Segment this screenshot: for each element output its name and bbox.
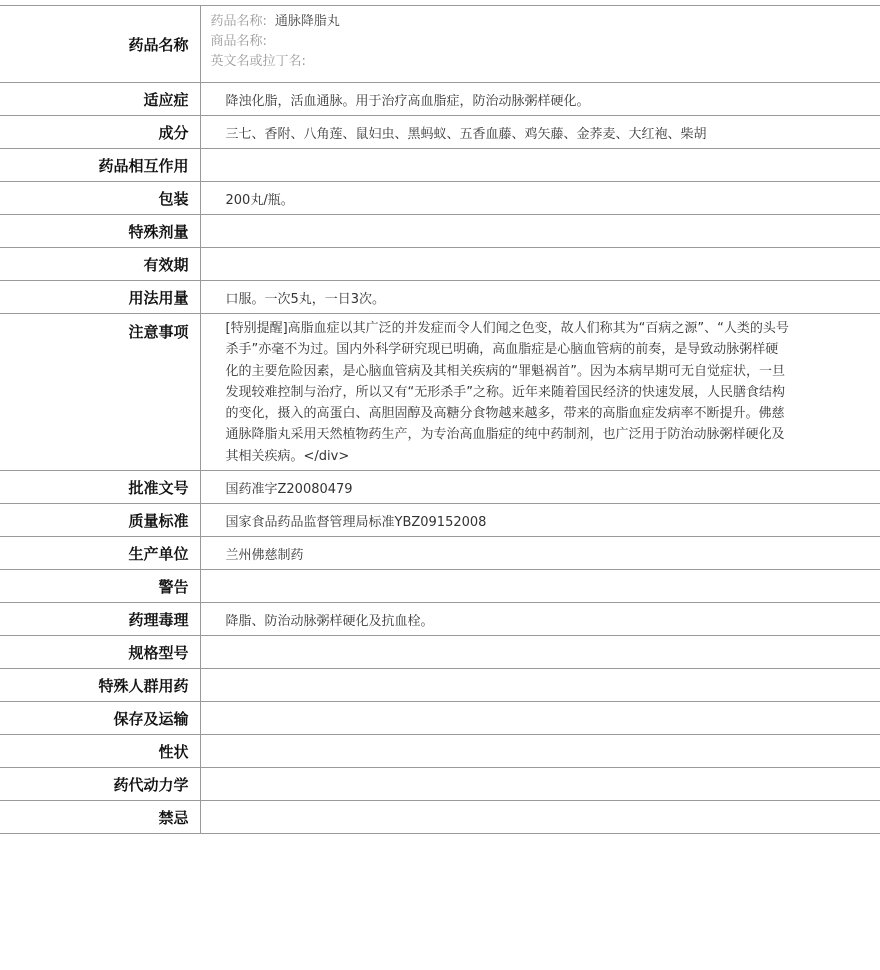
table-row-precautions — [0, 314, 880, 471]
table-row-contraindications — [0, 801, 880, 834]
field-value: 口服。一次5丸，一日3次。 — [200, 281, 880, 314]
field-label: 用法用量 — [0, 281, 200, 314]
field-value — [200, 768, 880, 801]
generic-name-line — [211, 12, 791, 32]
field-value: 降脂、防治动脉粥样硬化及抗血栓。 — [200, 603, 880, 636]
table-row-usage — [0, 281, 880, 314]
field-value: 国药准字Z20080479 — [200, 471, 880, 504]
field-label: 规格型号 — [0, 636, 200, 669]
table-row-warning — [0, 570, 880, 603]
english-name-key: 英文名或拉丁名: — [210, 54, 306, 69]
table-row-interactions — [0, 149, 880, 182]
field-label: 质量标准 — [0, 504, 200, 537]
table-row-storage — [0, 702, 880, 735]
field-label: 特殊人群用药 — [0, 669, 200, 702]
table-row-approval-number — [0, 471, 880, 504]
field-label: 包装 — [0, 182, 200, 215]
table-row-ingredients — [0, 116, 880, 149]
field-label: 有效期 — [0, 248, 200, 281]
field-value: 国家食品药品监督管理局标准YBZ09152008 — [200, 504, 880, 537]
table-row-quality-standard — [0, 504, 880, 537]
field-label: 特殊剂量 — [0, 215, 200, 248]
field-value-drug-name — [200, 6, 880, 83]
field-value — [200, 801, 880, 834]
field-label: 药代动力学 — [0, 768, 200, 801]
english-name-line — [211, 52, 791, 72]
field-label: 禁忌 — [0, 801, 200, 834]
table-row-manufacturer — [0, 537, 880, 570]
table-row-drug-name — [0, 6, 880, 83]
table-row-pharmacokinetics — [0, 768, 880, 801]
field-value: [特别提醒]高脂血症以其广泛的并发症而令人们闻之色变，故人们称其为“百病之源”、“人类的头号杀手”亦毫不为过。国内外科学研究现已明确，高血脂症是心脑血管病的前奏，是导致动脉粥样硬化的主要危险因素，是心脑血管病及其相关疾病的“罪魁祸首”。因为本病早期可无自觉症状，一旦发现较难控制与治疗，所以又有“无形杀手”之称。近年来随着国民经济的快速发展，人民膳食结构的变化，摄入的高蛋白、高胆固醇及高糖分食物越来越多，带来的高脂血症发病率不断提升。佛慈通脉降脂丸采用天然植物药生产，为专治高血脂症的纯中药制剂，也广泛用于防治动脉粥样硬化及其相关疾病。</div> — [200, 314, 880, 471]
field-label: 保存及运输 — [0, 702, 200, 735]
field-label: 性状 — [0, 735, 200, 768]
field-label: 药理毒理 — [0, 603, 200, 636]
field-label: 成分 — [0, 116, 200, 149]
field-label: 警告 — [0, 570, 200, 603]
table-row-expiry — [0, 248, 880, 281]
field-value: 兰州佛慈制药 — [200, 537, 880, 570]
table-row-special-populations — [0, 669, 880, 702]
drug-info-table — [0, 5, 880, 834]
field-value: 降浊化脂，活血通脉。用于治疗高血脂症，防治动脉粥样硬化。 — [200, 83, 880, 116]
field-label: 注意事项 — [0, 314, 200, 471]
trade-name-line — [211, 32, 791, 52]
field-value — [200, 636, 880, 669]
generic-name-value: 通脉降脂丸 — [274, 14, 340, 29]
field-value — [200, 702, 880, 735]
field-value — [200, 248, 880, 281]
table-row-pharmacology — [0, 603, 880, 636]
table-row-package — [0, 182, 880, 215]
table-row-appearance — [0, 735, 880, 768]
field-label: 生产单位 — [0, 537, 200, 570]
field-value — [200, 735, 880, 768]
field-value — [200, 669, 880, 702]
table-row-special-dosage — [0, 215, 880, 248]
field-label-drug-name: 药品名称 — [0, 6, 200, 83]
field-value: 200丸/瓶。 — [200, 182, 880, 215]
trade-name-key: 商品名称: — [210, 34, 267, 49]
table-row-indications — [0, 83, 880, 116]
field-value — [200, 570, 880, 603]
field-value — [200, 149, 880, 182]
generic-name-key: 药品名称: — [210, 14, 267, 29]
field-label: 药品相互作用 — [0, 149, 200, 182]
field-label: 适应症 — [0, 83, 200, 116]
field-label: 批准文号 — [0, 471, 200, 504]
table-row-specification — [0, 636, 880, 669]
field-value: 三七、香附、八角莲、鼠妇虫、黑蚂蚁、五香血藤、鸡矢藤、金荞麦、大红袍、柴胡 — [200, 116, 880, 149]
field-value — [200, 215, 880, 248]
